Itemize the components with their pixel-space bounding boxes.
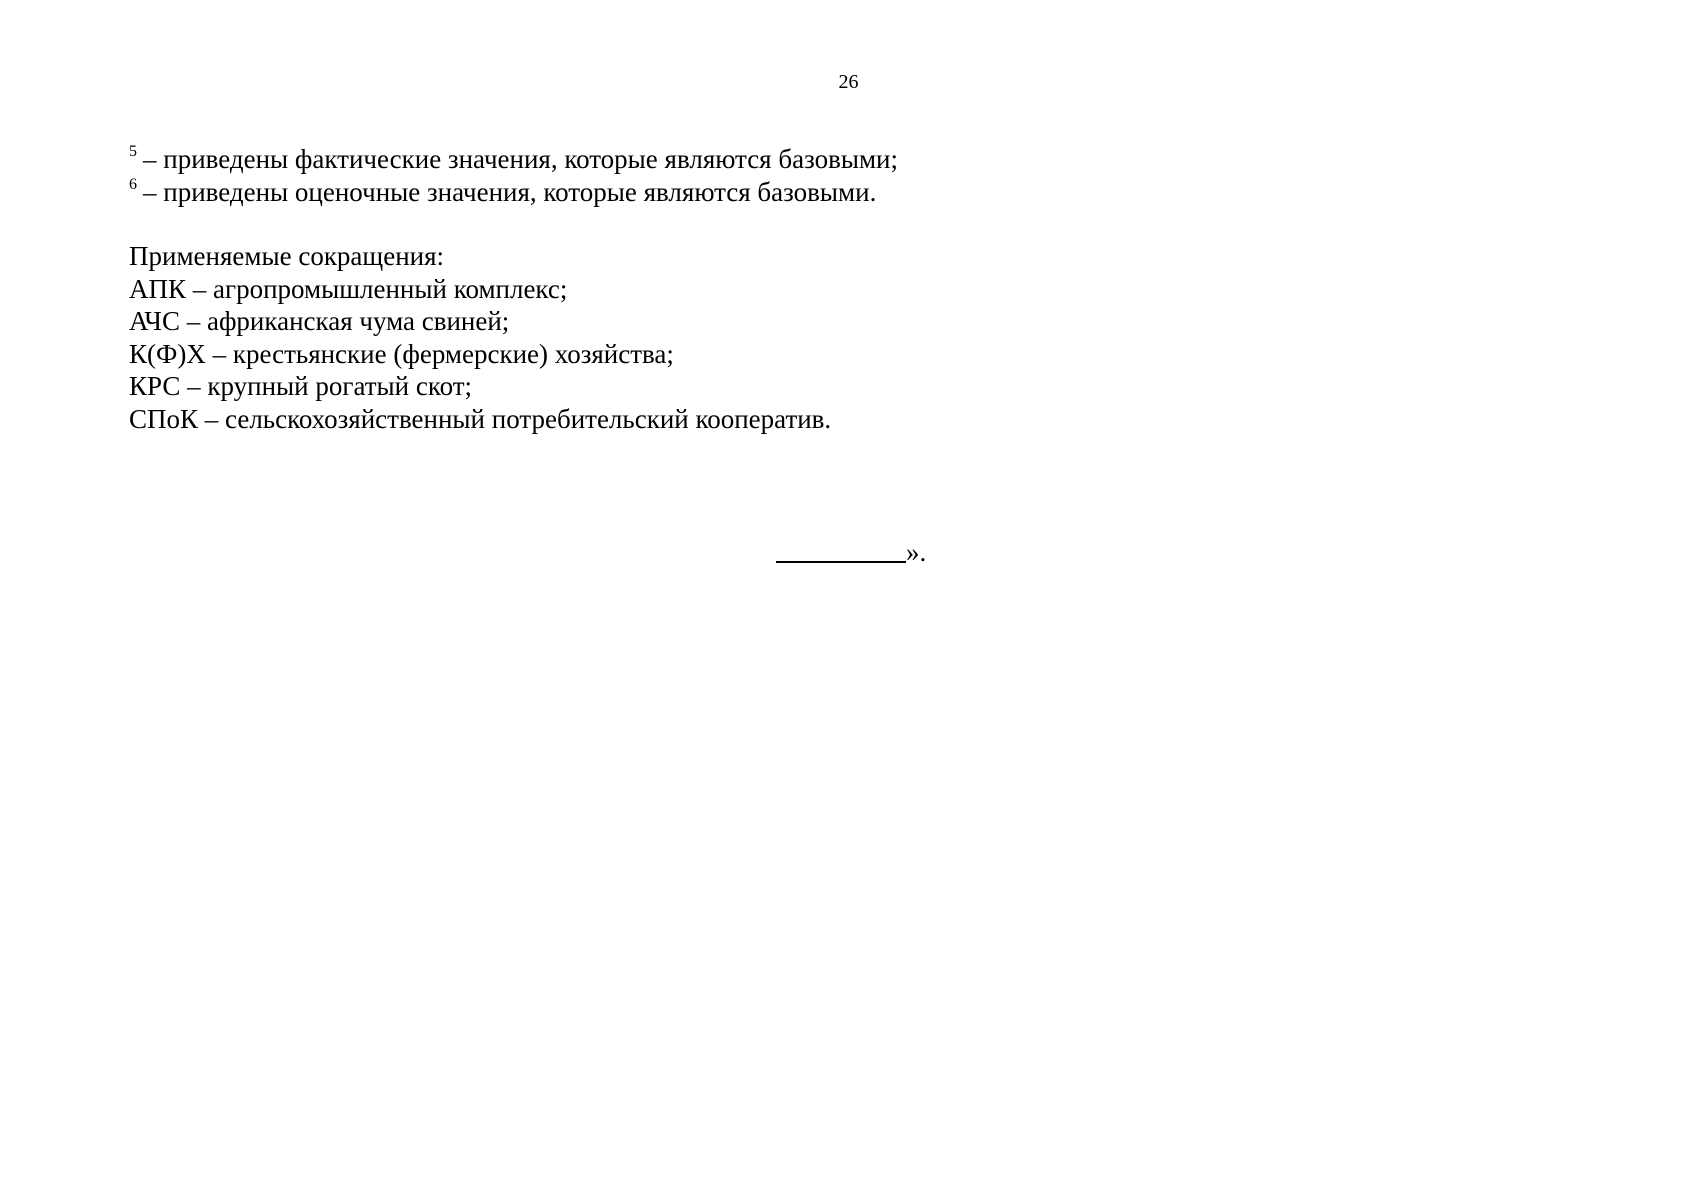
closing-quote: ».	[906, 537, 927, 567]
footnote-6	[129, 176, 1569, 209]
footnote-marker: 5	[129, 143, 137, 160]
abbreviation-item: К(Ф)Х – крестьянские (фермерские) хозяйства;	[129, 338, 674, 369]
footnote-marker: 6	[129, 175, 137, 193]
closing-underline	[776, 535, 906, 563]
document-body	[129, 143, 1569, 435]
footnote-text: – приведены фактические значения, которые являются базовыми;	[143, 144, 898, 174]
footnote-text: – приведены оценочные значения, которые являются базовыми.	[143, 176, 877, 207]
abbreviation-item: АЧС – африканская чума свиней;	[129, 306, 510, 336]
closing-mark	[776, 535, 926, 568]
footnote-5	[129, 143, 1569, 176]
page-number: 26	[838, 71, 859, 93]
paragraph-gap	[129, 208, 1569, 240]
abbreviation-item: АПК – агропромышленный комплекс;	[129, 273, 568, 304]
abbreviations-heading: Применяемые сокращения:	[129, 241, 445, 271]
abbreviation-item: СПоК – сельскохозяйственный потребительский кооператив.	[129, 403, 832, 434]
abbreviation-item: КРС – крупный рогатый скот;	[129, 371, 473, 401]
